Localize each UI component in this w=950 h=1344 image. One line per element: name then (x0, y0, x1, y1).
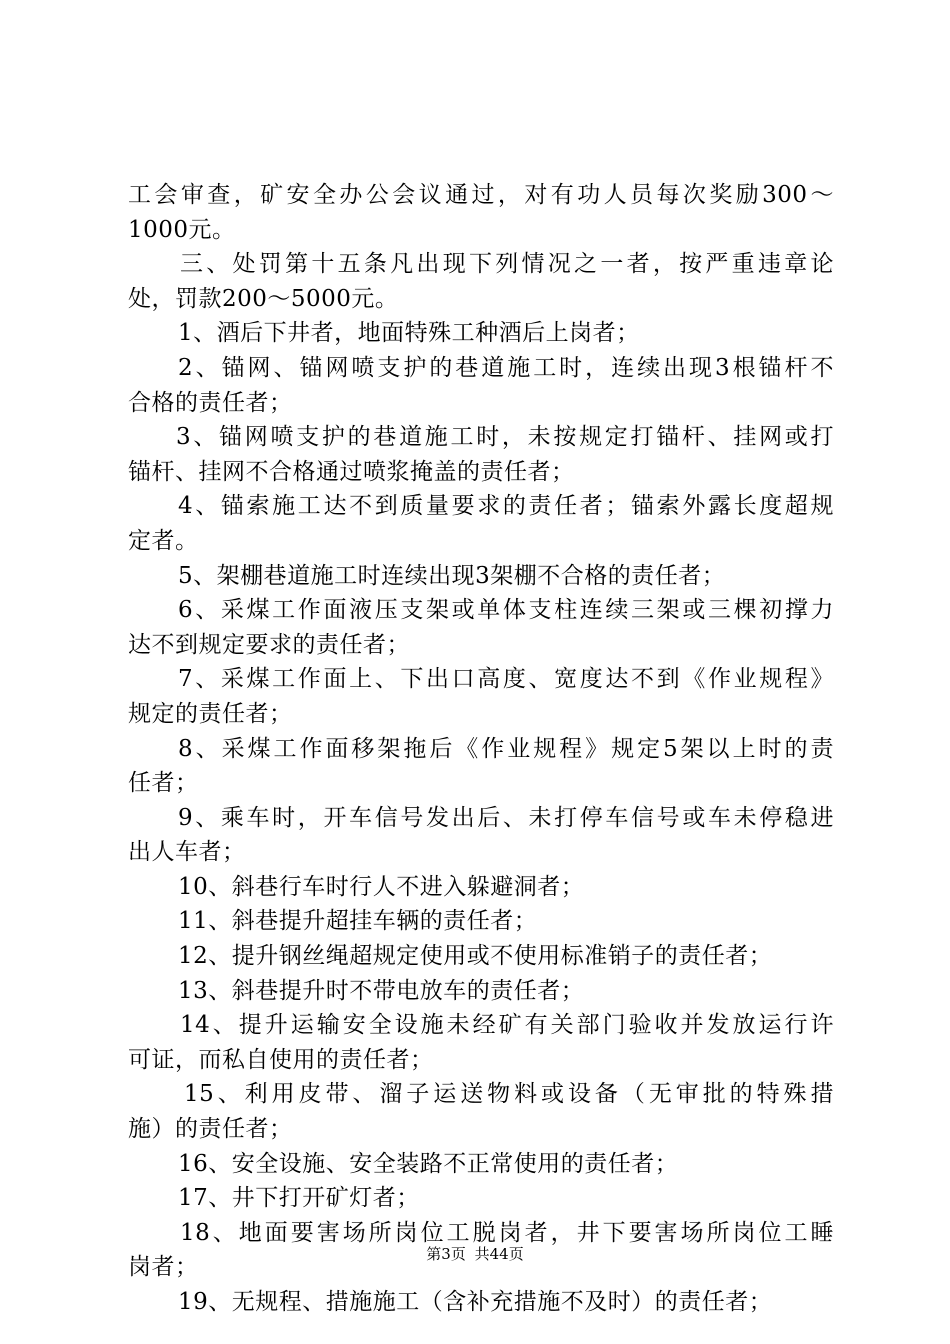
text-line: 17、井下打开矿灯者； (178, 1185, 420, 1212)
text-line: 10、斜巷行车时行人不进入躲避洞者； (178, 873, 585, 900)
text-line: 工会审查，矿安全办公会议通过，对有功人员每次奖励300～ (128, 182, 834, 208)
text-line: 16、安全设施、安全装路不正常使用的责任者； (178, 1150, 679, 1177)
text-line: 合格的责任者； (128, 389, 293, 416)
text-line: 岗者； (128, 1254, 199, 1281)
text-line: 18、地面要害场所岗位工脱岗者，井下要害场所岗位工睡 (180, 1219, 834, 1246)
text-line: 6、采煤工作面液压支架或单体支柱连续三架或三棵初撑力 (178, 597, 834, 624)
text-line: 达不到规定要求的责任者； (128, 631, 410, 658)
text-line: 三、处罚第十五条凡出现下列情况之一者，按严重违章论 (180, 251, 834, 278)
text-line: 5、架棚巷道施工时连续出现3架棚不合格的责任者； (178, 562, 726, 589)
text-line: 规定的责任者； (128, 700, 293, 727)
text-line: 13、斜巷提升时不带电放车的责任者； (178, 977, 585, 1004)
document-body (128, 178, 834, 1320)
text-line: 出人车者； (128, 839, 246, 866)
text-line: 12、提升钢丝绳超规定使用或不使用标准销子的责任者； (178, 943, 773, 970)
text-line: 15、利用皮带、溜子运送物料或设备（无审批的特殊措 (184, 1081, 834, 1108)
text-line: 锚杆、挂网不合格通过喷浆掩盖的责任者； (128, 458, 575, 485)
text-line: 施）的责任者； (128, 1116, 293, 1143)
text-line: 9、乘车时，开车信号发出后、未打停车信号或车未停稳进 (178, 804, 834, 831)
text-line: 定者。 (128, 527, 199, 554)
text-line: 4、锚索施工达不到质量要求的责任者；锚索外露长度超规 (178, 493, 834, 520)
text-line: 8、采煤工作面移架拖后《作业规程》规定5架以上时的责 (178, 735, 834, 762)
page-footer (0, 1244, 950, 1264)
page-total: 共44页 (474, 1245, 524, 1263)
text-line: 19、无规程、措施施工（含补充措施不及时）的责任者； (178, 1289, 773, 1315)
text-line: 7、采煤工作面上、下出口高度、宽度达不到《作业规程》 (178, 666, 834, 693)
text-line: 14、提升运输安全设施未经矿有关部门验收并发放运行许 (180, 1012, 834, 1039)
text-line: 1000元。 (128, 216, 236, 243)
text-line: 2、锚网、锚网喷支护的巷道施工时，连续出现3根锚杆不 (178, 354, 834, 381)
text-line: 3、锚网喷支护的巷道施工时，未按规定打锚杆、挂网或打 (176, 424, 834, 451)
text-line: 处，罚款200～5000元。 (128, 285, 399, 312)
text-line: 任者； (128, 770, 199, 797)
page-number: 第3页 (426, 1245, 466, 1263)
text-line: 11、斜巷提升超挂车辆的责任者； (178, 908, 538, 935)
text-line: 可证，而私自使用的责任者； (128, 1046, 434, 1073)
text-line: 1、酒后下井者，地面特殊工种酒后上岗者； (178, 320, 640, 347)
